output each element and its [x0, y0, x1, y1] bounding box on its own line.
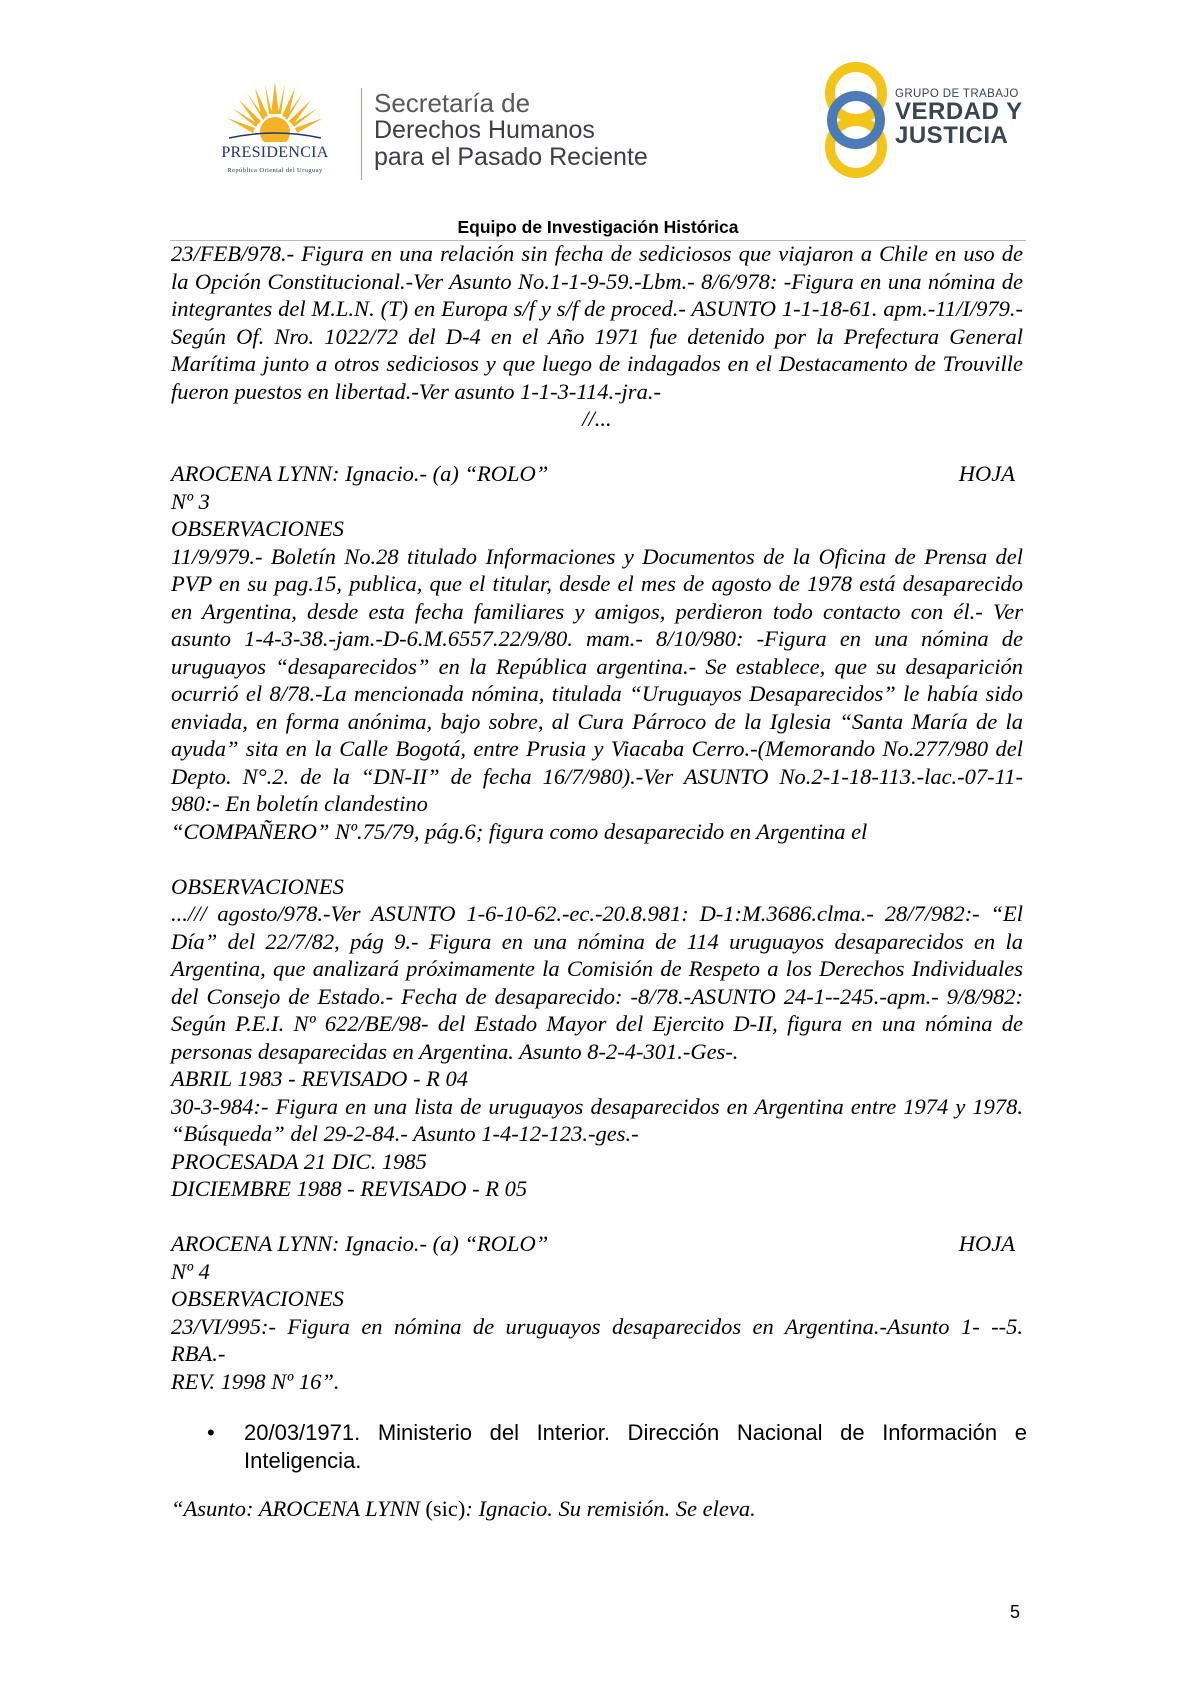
- quote-part-1: “Asunto: AROCENA LYNN: [171, 1496, 426, 1521]
- paragraph-1: 23/FEB/978.- Figura en una relación sin fecha de sediciosos que viajaron a Chile en uso de la Opción Constitucional.-Ver Asunto No.1-1-9-59.-Lbm.- 8/6/978: -Figura en una nómina de integrantes del M.L.N. (T) en Europa s/f y s/f de proced.- ASUNTO 1-1-18-61. apm.-11/I/979.- Según Of. Nro. 1022/72 del D-4 en el Año 1971 fue detenido por la Prefectura General Marítima junto a otros sediciosos y que luego de indagados en el Destacamento de Trouville fueron puestos en libertad.-Ver asunto 1-1-3-114.-jra.-: [171, 241, 1023, 404]
- document-body: [171, 240, 1023, 1395]
- revision-line: ABRIL 1983 - REVISADO - R 04: [171, 1066, 469, 1091]
- secretaria-logo-text: [374, 90, 648, 171]
- paragraph-2: 11/9/979.- Boletín No.28 titulado Informaciones y Documentos de la Oficina de Prensa del PVP en su pag.15, publica, que el titular, desde el mes de agosto de 1978 está desaparecido en Argentina, desde esta fecha familiares y amigos, perdieron todo contacto con él.- Ver asunto 1-4-3-38.-jam.-D-6.M.6557.22/9/80. mam.- 8/10/980: -Figura en una nómina de uruguayos “desaparecidos” en la República argentina.- Se establece, que su desaparición ocurrió el 8/78.-La mencionada nómina, titulada “Uruguayos Desaparecidos” le había sido enviada, en forma anónima, bajo sobre, al Cura Párroco de la Iglesia “Santa María de la ayuda” sita en la Calle Bogotá, entre Prusia y Viacaba Cerro.-(Memorando No.277/980 del Depto. N°.2. de la “DN-II” de fecha 16/7/980).-Ver ASUNTO No.2-1-18-113.-lac.-07-11-980:- En boletín clandestino: [171, 543, 1023, 816]
- observaciones-label: OBSERVACIONES: [171, 516, 344, 541]
- hoja-number: Nº 4: [171, 1258, 210, 1284]
- record-heading-hoja-3: [171, 460, 1023, 488]
- section-title: Equipo de Investigación Histórica: [457, 217, 739, 237]
- page-number: 5: [1010, 1602, 1021, 1622]
- continuation-mark: //...: [582, 406, 612, 431]
- quote-sic: (sic): [425, 1496, 466, 1521]
- secretaria-line-1: Secretaría de: [374, 88, 531, 118]
- paragraph-5: 23/VI/995:- Figura en nómina de uruguayos desaparecidos en Argentina.-Asunto 1- --5. RBA.-: [171, 1313, 1023, 1366]
- grupo-label: GRUPO DE TRABAJO: [895, 88, 1019, 100]
- bullet-icon: •: [207, 1420, 215, 1445]
- verdad-justicia-logo: [820, 55, 1030, 185]
- verdad-justicia-text: [895, 88, 1023, 148]
- page-header: [0, 0, 1190, 210]
- record-name: AROCENA LYNN: Ignacio.- (a) “ROLO”: [171, 1231, 549, 1256]
- paragraph-3: .../// agosto/978.-Ver ASUNTO 1-6-10-62.-ec.-20.8.981: D-1:M.3686.clma.- 28/7/982:- “El Día” del 22/7/82, pág 9.- Figura en una nómina de 114 uruguayos desaparecidos en la Argentina, que analizará próximamente la Comisión de Respeto a los Derechos Individuales del Consejo de Estado.- Fecha de desaparecido: -8/78.-ASUNTO 24-1--245.-apm.- 9/8/982: Según P.E.I. Nº 622/BE/98- del Estado Mayor del Ejercito D-II, figura en una nómina de personas desaparecidas en Argentina. Asunto 8-2-4-301.-Ges-.: [171, 901, 1023, 1064]
- presidencia-subtitle: República Oriental del Uruguay: [227, 167, 323, 174]
- observaciones-label: OBSERVACIONES: [171, 873, 344, 899]
- interlocking-rings-icon: [820, 55, 892, 185]
- record-heading-hoja-4: [171, 1230, 1023, 1258]
- quoted-subject: [171, 1495, 1027, 1523]
- observaciones-label: OBSERVACIONES: [171, 1286, 344, 1311]
- bullet-list-item: [207, 1419, 1027, 1475]
- sun-emblem-icon: [225, 80, 325, 142]
- procesada-line: PROCESADA 21 DIC. 1985: [171, 1148, 427, 1174]
- bullet-text: 20/03/1971. Ministerio del Interior. Dirección Nacional de Información e Inteligencia.: [244, 1420, 1027, 1473]
- secretaria-line-2: Derechos Humanos: [374, 116, 595, 144]
- revision-line: REV. 1998 Nº 16”.: [171, 1368, 340, 1394]
- header-divider: [361, 88, 362, 180]
- hoja-number: Nº 3: [171, 488, 210, 514]
- paragraph-4: 30-3-984:- Figura en una lista de uruguayos desaparecidos en Argentina entre 1974 y 1978. “Búsqueda” del 29-2-84.- Asunto 1-4-12-123.-ges.-: [171, 1093, 1023, 1146]
- justicia-label: JUSTICIA: [895, 122, 1009, 149]
- verdad-label: VERDAD Y: [895, 98, 1023, 125]
- presidencia-name: PRESIDENCIA: [221, 144, 329, 161]
- hoja-label: HOJA: [958, 1231, 1015, 1256]
- quote-part-3: : Ignacio. Su remisión. Se eleva.: [465, 1496, 756, 1521]
- revision-line: DICIEMBRE 1988 - REVISADO - R 05: [171, 1176, 528, 1201]
- record-name: AROCENA LYNN: Ignacio.- (a) “ROLO”: [171, 461, 549, 486]
- hoja-label: HOJA: [958, 461, 1015, 486]
- secretaria-line-3: para el Pasado Reciente: [374, 143, 648, 171]
- paragraph-2-last-line: “COMPAÑERO” Nº.75/79, pág.6; figura como desaparecido en Argentina el: [171, 818, 868, 844]
- presidencia-logo: [195, 80, 355, 180]
